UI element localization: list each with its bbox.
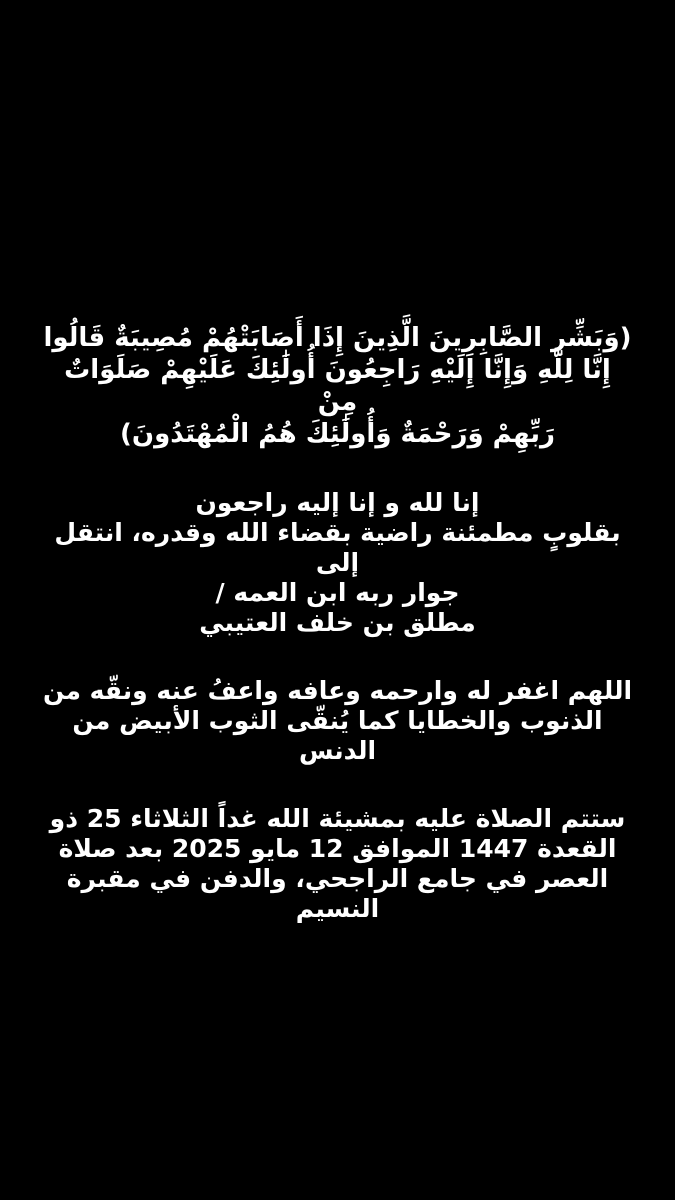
paragraph-spacer — [40, 450, 635, 488]
prayer-paragraph: اللهم اغفر له وارحمه وعافه واعفُ عنه ونقّه من الذنوب والخطايا كما يُنقّى الثوب الأبيض من الدنس — [42, 676, 633, 765]
paragraph-spacer — [40, 638, 635, 676]
death-announcement-paragraph: إنا لله و إنا إليه راجعون بقلوبٍ مطمئنة راضية بقضاء الله وقدره، انتقل إلى جوار ربه ابن العمه / مطلق بن خلف العتيبي — [54, 488, 621, 637]
quran-verse-paragraph: (وَبَشِّرِ الصَّابِرِينَ الَّذِينَ إِذَا أَصَابَتْهُمْ مُصِيبَةٌ قَالُوا إِنَّا لِلَّهِ وَإِنَّا إِلَيْهِ رَاجِعُونَ أُولَٰئِكَ عَلَيْهِمْ صَلَوَاتٌ مِنْ رَبِّهِمْ وَرَحْمَةٌ وَأُولَٰئِكَ هُمُ الْمُهْتَدُونَ) — [43, 323, 632, 449]
funeral-details-paragraph: ستتم الصلاة عليه بمشيئة الله غداً الثلاثاء 25 ذو القعدة 1447 الموافق 12 مايو 2025 بعد صلاة العصر في جامع الراجحي، والدفن في مقبرة النسيم — [49, 804, 626, 923]
paragraph-spacer — [40, 766, 635, 804]
condolence-text-block — [40, 322, 635, 924]
